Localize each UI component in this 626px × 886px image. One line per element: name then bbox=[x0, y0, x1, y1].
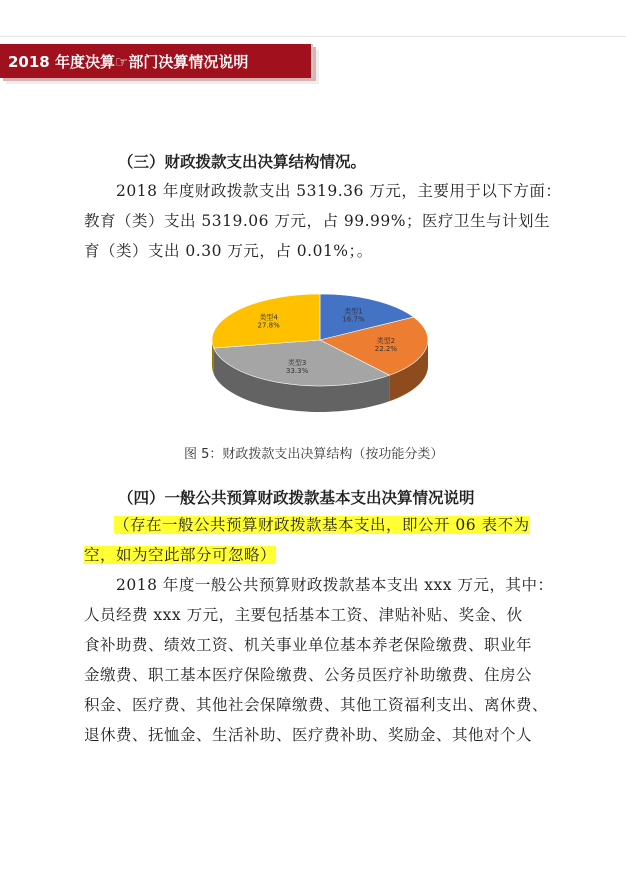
section-3-paragraph bbox=[84, 176, 562, 266]
header-rule bbox=[0, 36, 626, 37]
note-line bbox=[84, 540, 552, 570]
paragraph-line: 金缴费、职工基本医疗保险缴费、公务员医疗补助缴费、住房公 bbox=[84, 666, 533, 684]
highlighted-text: （存在一般公共预算财政拨款基本支出，即公开 06 表不为 bbox=[114, 516, 530, 534]
pie-label-category-3: 类型3 bbox=[287, 358, 307, 367]
paragraph-line: 2018 年度一般公共预算财政拨款基本支出 xxx 万元，其中： bbox=[116, 576, 554, 594]
paragraph-line: 退休费、抚恤金、生活补助、医疗费补助、奖励金、其他对个人 bbox=[84, 726, 533, 744]
header-banner bbox=[0, 44, 313, 78]
section-3-heading: （三）财政拨款支出决算结构情况。 bbox=[118, 153, 367, 171]
pie-label-category-2: 类型2 bbox=[376, 336, 396, 345]
pie-label-category-4: 类型4 bbox=[259, 313, 278, 322]
pie-label-value-2: 22.2% bbox=[374, 344, 398, 353]
paragraph-line: 人员经费 xxx 万元，主要包括基本工资、津贴补贴、奖金、伙 bbox=[84, 606, 523, 624]
figure-caption: 图 5：财政拨款支出决算结构（按功能分类） bbox=[184, 447, 444, 462]
note-line bbox=[84, 510, 552, 540]
paragraph-line: 2018 年度财政拨款支出 5319.36 万元，主要用于以下方面： bbox=[116, 182, 562, 200]
highlighted-text: 空，如为空此部分可忽略） bbox=[84, 546, 277, 564]
paragraph-line: 食补助费、绩效工资、机关事业单位基本养老保险缴费、职业年 bbox=[84, 636, 533, 654]
paragraph-line: 积金、医疗费、其他社会保障缴费、其他工资福利支出、离休费、 bbox=[84, 696, 549, 714]
pie-label-value-3: 33.3% bbox=[285, 366, 309, 375]
pie-chart bbox=[200, 290, 440, 430]
header-title: 2018 年度决算☞部门决算情况说明 bbox=[8, 53, 249, 71]
section-4-paragraph bbox=[84, 570, 552, 750]
pie-label-value-4: 27.8% bbox=[257, 321, 280, 330]
pie-chart-svg bbox=[200, 290, 440, 430]
pie-label-value-1: 16.7% bbox=[342, 315, 365, 324]
section-4-note bbox=[84, 510, 552, 570]
paragraph-line: 教育（类）支出 5319.06 万元，占 99.99%；医疗卫生与计划生 bbox=[84, 212, 550, 230]
section-4-heading: （四）一般公共预算财政拨款基本支出决算情况说明 bbox=[118, 489, 475, 507]
paragraph-line: 育（类）支出 0.30 万元，占 0.01%；。 bbox=[84, 242, 373, 260]
pie-label-category-1: 类型1 bbox=[344, 307, 363, 316]
